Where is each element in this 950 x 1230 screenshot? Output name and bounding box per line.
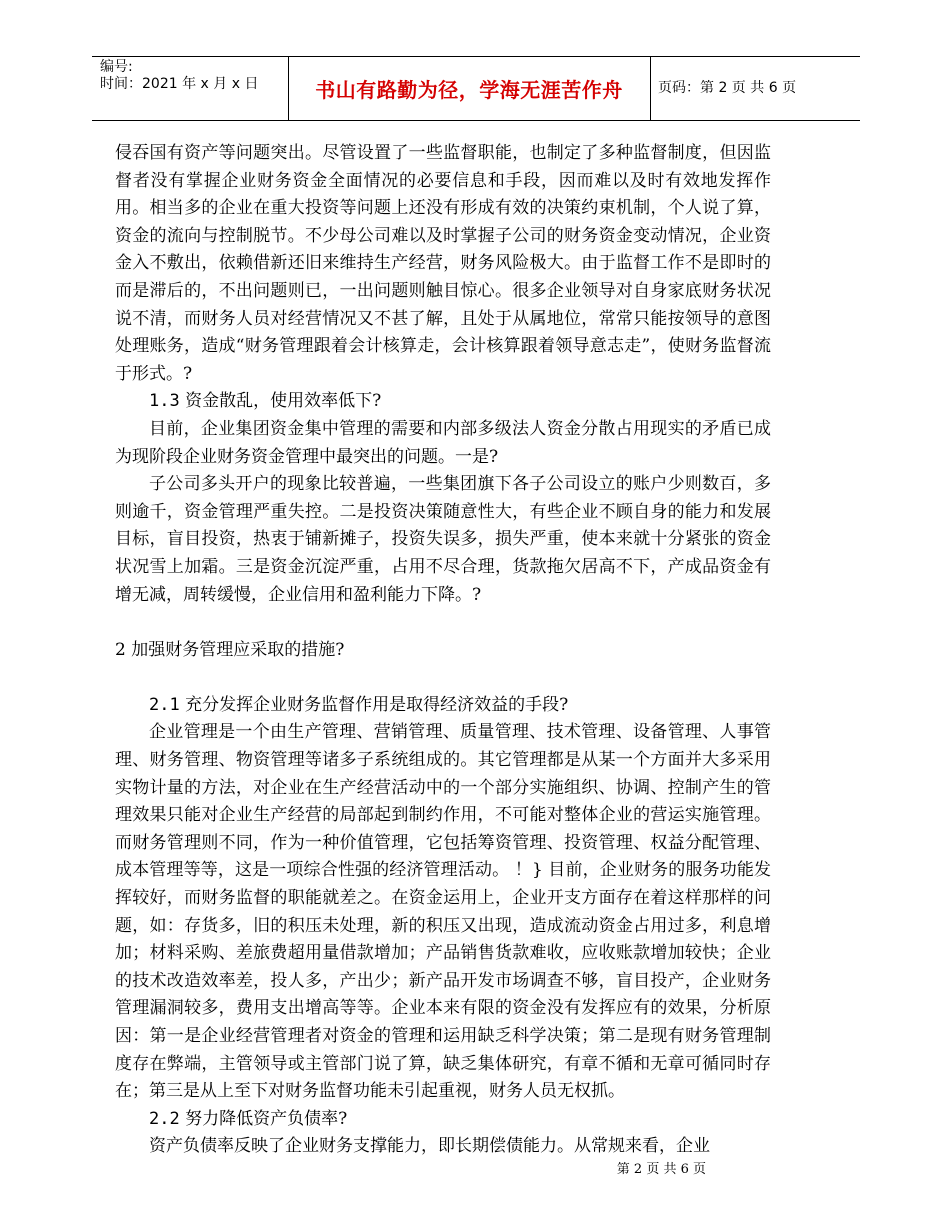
section-title: 充分发挥企业财务监督作用是取得经济效益的手段? xyxy=(179,694,569,715)
paragraph: 资产负债率反映了企业财务支撑能力，即长期偿债能力。从常规来看，企业 xyxy=(149,1136,710,1157)
document-body xyxy=(115,140,771,1161)
section-number: 2.2 xyxy=(149,1108,180,1129)
serial-label: 编号: xyxy=(100,59,133,75)
header-bottom-rule xyxy=(92,120,860,121)
section-heading-2-2 xyxy=(115,1106,771,1134)
paragraph: 子公司多头开户的现象比较普遍，一些集团旗下各子公司设立的账户少则数百，多则逾千，资金管理严重失控。二是投资决策随意性大，有些企业不顾自身的能力和发展目标，盲目投资，热衷于铺新摊子，投资失误多，损失严重，使本来就十分紧张的资金状况雪上加霜。三是资金沉淀严重，占用不尽合理，货款拖欠居高不下，产成品资金有增无减，周转缓慢，企业信用和盈利能力下降。? xyxy=(115,474,771,605)
time-label: 时间：2021 年 x 月 x 日 xyxy=(100,76,259,92)
header-page-number: 页码：第 2 页 共 6 页 xyxy=(658,80,797,96)
section-number: 1.3 xyxy=(149,391,180,412)
paragraph: 企业管理是一个由生产管理、营销管理、质量管理、技术管理、设备管理、人事管理、财务管理、物资管理等诸多子系统组成的。其它管理都是从某一个方面并大多采用实物计量的方法，对企业在生产经营活动中的一个部分实施组织、协调、控制产生的管理效果只能对企业生产经营的局部起到制约作用，不可能对整体企业的营运实施管理。而财务管理则不同，作为一种价值管理，它包括筹资管理、投资管理、权益分配管理、成本管理等等，这是一项综合性强的经济管理活动。 ！} 目前，企业财务的服务功能发挥较好，而财务监督的职能就差之。在资金运用上，企业开支方面存在着这样那样的问题，如：存货多，旧的积压未处理，新的积压又出现，造成流动资金占用过多，利息增加；材料采购、差旅费超用量借款增加；产品销售货款难收，应收账款增加较快；企业的技术改造效率差，投人多，产出少；新产品开发市场调查不够，盲目投产，企业财务管理漏洞较多，费用支出增高等等。企业本来有限的资金没有发挥应有的效果，分析原因：第一是企业经营管理者对资金的管理和运用缺乏科学决策；第二是现有财务管理制度存在弊端，主管领导或主管部门说了算，缺乏集体研究，有章不循和无章可循同时存在；第三是从上至下对财务监督功能未引起重视，财务人员无权抓。 xyxy=(115,722,771,1102)
section-title: 资金散乱，使用效率低下? xyxy=(179,391,382,412)
paragraph: 目前，企业集团资金集中管理的需要和内部多级法人资金分散占用现实的矛盾已成为现阶段企业财务资金管理中最突出的问题。一是? xyxy=(115,418,771,467)
header-divider-right xyxy=(650,56,651,120)
footer-page-number: 第 2 页 共 6 页 xyxy=(616,1162,706,1177)
header-top-rule xyxy=(92,56,860,57)
section-number: 2.1 xyxy=(149,694,180,715)
header-motto: 书山有路勤为径，学海无涯苦作舟 xyxy=(315,78,623,102)
section-title: 努力降低资产负债率? xyxy=(179,1108,348,1129)
section-heading-2-1 xyxy=(115,692,771,720)
header-meta xyxy=(100,59,258,93)
section-heading-1-3 xyxy=(115,388,771,416)
section-heading-2: 2 加强财务管理应采取的措施? xyxy=(115,639,345,660)
paragraph: 侵吞国有资产等问题突出。尽管设置了一些监督职能，也制定了多种监督制度，但因监督者没有掌握企业财务资金全面情况的必要信息和手段，因而难以及时有效地发挥作用。相当多的企业在重大投资等问题上还没有形成有效的决策约束机制，个人说了算，资金的流向与控制脱节。不少母公司难以及时掌握子公司的财务资金变动情况，企业资金入不敷出，依赖借新还旧来维持生产经营，财务风险极大。由于监督工作不是即时的而是滞后的，不出问题则已，一出问题则触目惊心。很多企业领导对自身家底财务状况说不清，而财务人员对经营情况又不甚了解，且处于从属地位，常常只能按领导的意图处理账务，造成“财务管理跟着会计核算走，会计核算跟着领导意志走”，使财务监督流于形式。? xyxy=(115,143,771,384)
